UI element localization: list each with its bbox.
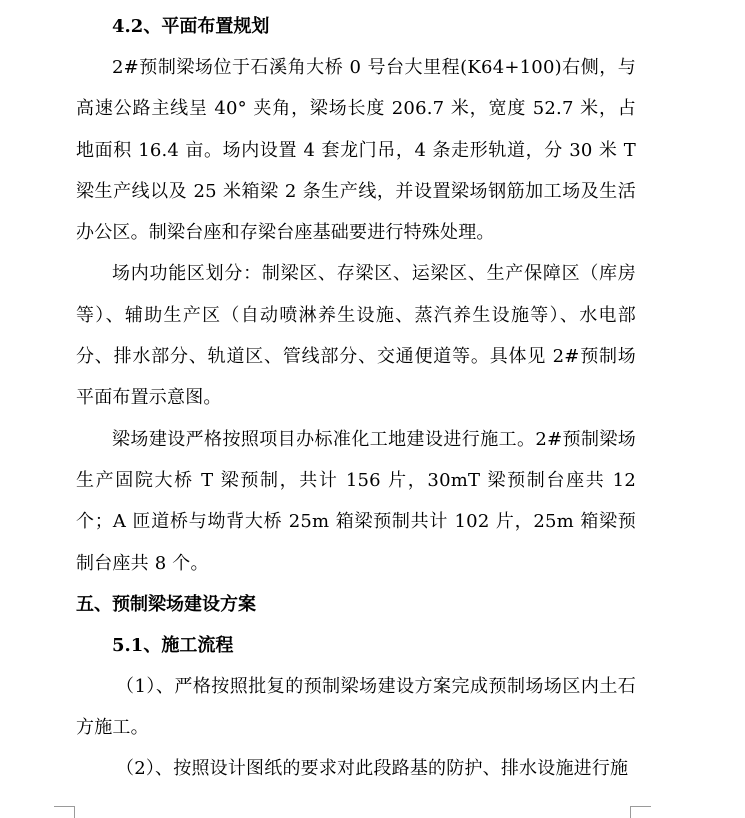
paragraph-site-location: 2#预制梁场位于石溪角大桥 0 号台大里程(K64+100)右侧，与高速公路主线呈 40° 夹角，梁场长度 206.7 米，宽度 52.7 米，占地面积 16.4 亩。场内设置 4 套龙门吊，4 条走形轨道，分 30 米 T 梁生产线以及 25 米箱梁 2 条生产线，并设置梁场钢筋加工场及生活办公区。制梁台座和存梁台座基础要进行特殊处理。: [76, 57, 636, 244]
margin-corner-left: [54, 806, 75, 818]
margin-corner-right: [630, 806, 651, 818]
section-4-2-heading: 4.2、平面布置规划: [112, 16, 270, 37]
list-item-1: （1）、严格按照批复的预制梁场建设方案完成预制场场区内土石方施工。: [76, 675, 636, 739]
section-5-1-heading: 5.1、施工流程: [112, 634, 234, 656]
paragraph-functional-zones: 场内功能区划分：制梁区、存梁区、运梁区、生产保障区（库房等）、辅助生产区（自动喷淋养生设施、蒸汽养生设施等）、水电部分、排水部分、轨道区、管线部分、交通便道等。具体见 2#预制场平面布置示意图。: [76, 263, 636, 409]
document-body: [76, 6, 636, 790]
section-5-heading: 五、预制梁场建设方案: [76, 593, 256, 615]
list-item-2: （2）、按照设计图纸的要求对此段路基的防护、排水设施进行施: [116, 758, 629, 780]
paragraph-production: 梁场建设严格按照项目办标准化工地建设进行施工。2#预制梁场生产固院大桥 T 梁预制，共计 156 片，30mT 梁预制台座共 12 个；A 匝道桥与坳背大桥 25m 箱梁预制共计 102 片，25m 箱梁预制台座共 8 个。: [76, 428, 636, 574]
